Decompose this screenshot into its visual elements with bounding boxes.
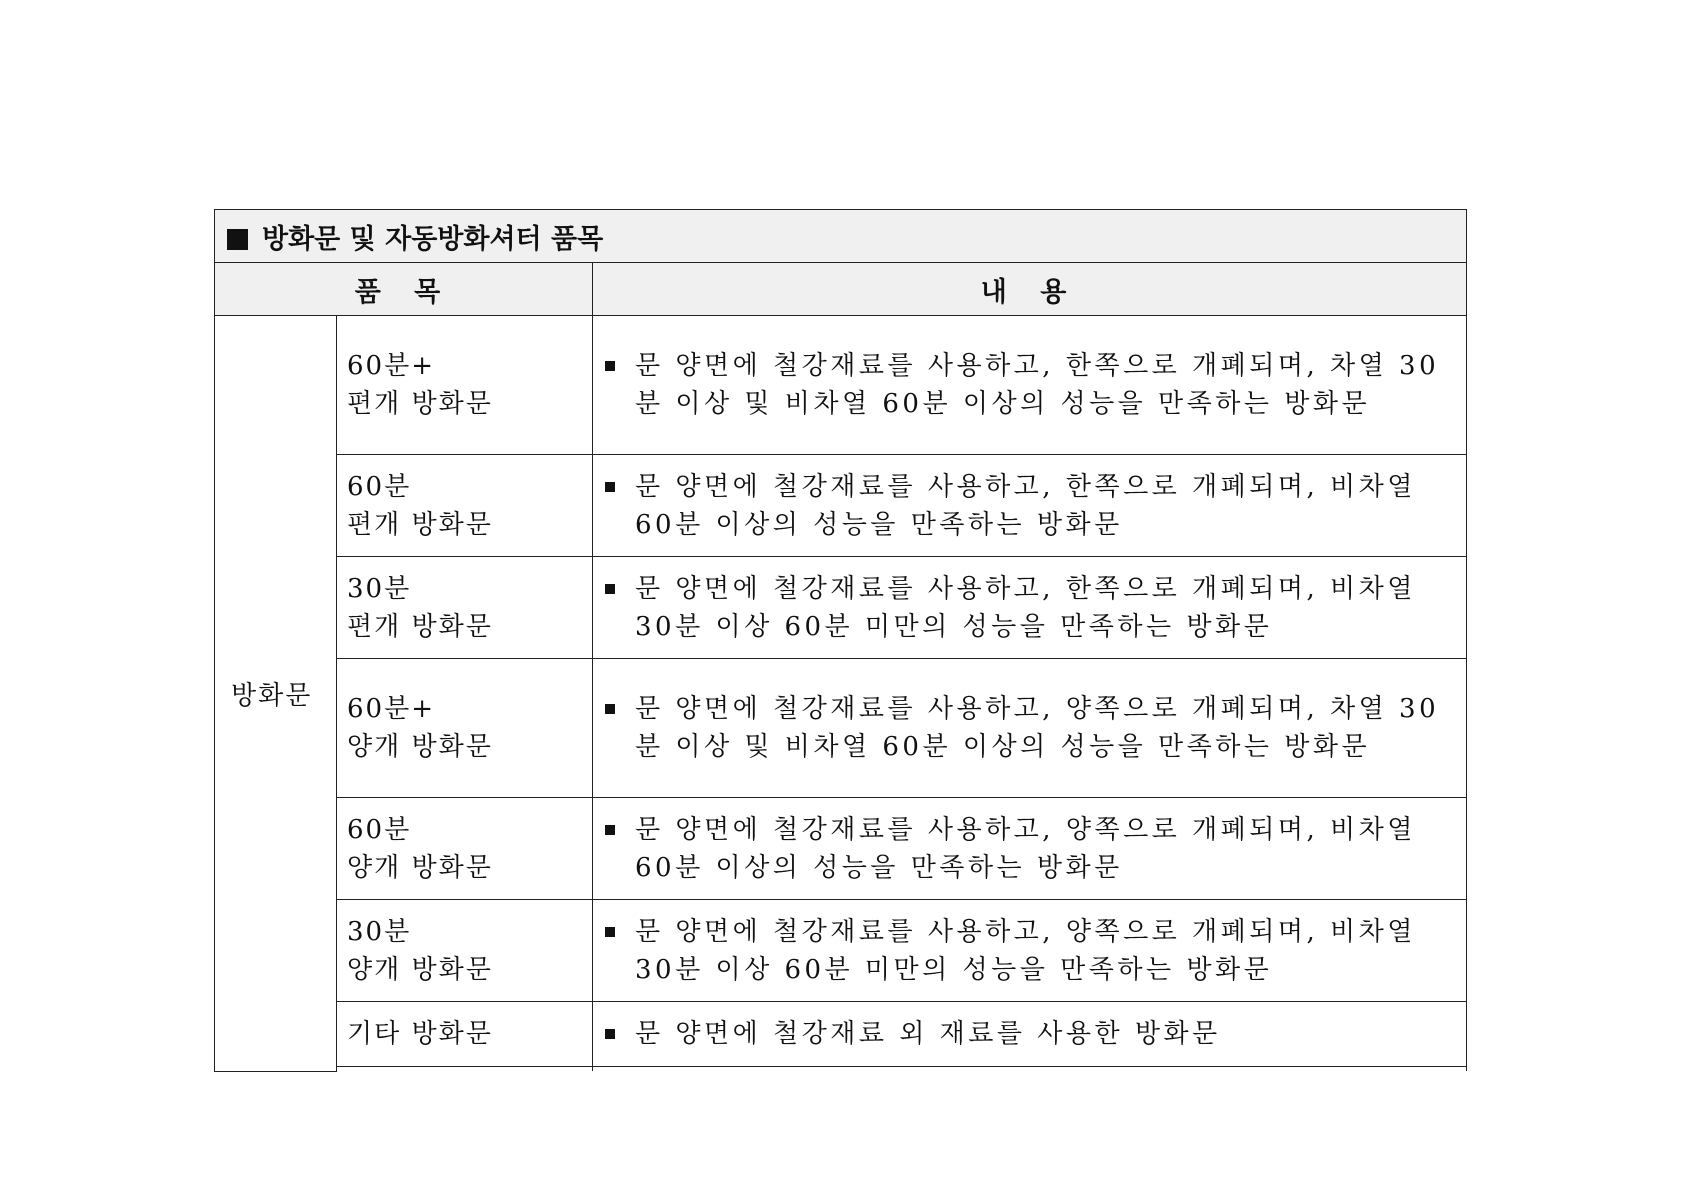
item-line: 30분 bbox=[347, 916, 412, 947]
item-line: 편개 방화문 bbox=[347, 509, 493, 540]
table-continuation-row bbox=[215, 1067, 1467, 1072]
item-line: 양개 방화문 bbox=[347, 852, 493, 883]
item-description bbox=[593, 798, 1467, 900]
item-description bbox=[593, 557, 1467, 659]
item-name bbox=[337, 316, 593, 455]
item-line: 60분 bbox=[347, 471, 412, 502]
item-line: 60분+ bbox=[347, 694, 435, 724]
item-name bbox=[337, 659, 593, 798]
table-row bbox=[215, 455, 1467, 557]
continuation-cell bbox=[337, 1067, 593, 1072]
bullet-icon bbox=[605, 1029, 615, 1039]
item-line: 편개 방화문 bbox=[347, 389, 493, 419]
description-text: 문 양면에 철강재료를 사용하고, 한쪽으로 개폐되며, 비차열 60분 이상의 성능을 만족하는 방화문 bbox=[635, 471, 1416, 540]
table-row bbox=[215, 659, 1467, 798]
header-item: 품 목 bbox=[215, 263, 593, 316]
item-name bbox=[337, 557, 593, 659]
item-description bbox=[593, 1002, 1467, 1067]
bullet-icon bbox=[605, 704, 615, 714]
item-description bbox=[593, 659, 1467, 798]
table-row bbox=[215, 316, 1467, 455]
item-name bbox=[337, 455, 593, 557]
table-row bbox=[215, 1002, 1467, 1067]
description-text: 문 양면에 철강재료를 사용하고, 양쪽으로 개폐되며, 비차열 60분 이상의 성능을 만족하는 방화문 bbox=[635, 814, 1416, 883]
group-label: 방화문 bbox=[215, 316, 337, 1072]
description-text: 문 양면에 철강재료를 사용하고, 양쪽으로 개폐되며, 차열 30분 이상 및 비차열 60분 이상의 성능을 만족하는 방화문 bbox=[635, 694, 1440, 762]
item-line: 30분 bbox=[347, 573, 412, 604]
table-row bbox=[215, 798, 1467, 900]
description-text: 문 양면에 철강재료 외 재료를 사용한 방화문 bbox=[635, 1019, 1221, 1049]
header-content: 내 용 bbox=[593, 263, 1467, 316]
table-row bbox=[215, 900, 1467, 1002]
description-text: 문 양면에 철강재료를 사용하고, 한쪽으로 개폐되며, 차열 30분 이상 및 비차열 60분 이상의 성능을 만족하는 방화문 bbox=[635, 351, 1440, 419]
item-name bbox=[337, 900, 593, 1002]
item-name bbox=[337, 1002, 593, 1067]
description-text: 문 양면에 철강재료를 사용하고, 한쪽으로 개폐되며, 비차열 30분 이상 60분 미만의 성능을 만족하는 방화문 bbox=[635, 573, 1416, 642]
item-description bbox=[593, 900, 1467, 1002]
bullet-icon bbox=[605, 361, 615, 371]
item-description bbox=[593, 316, 1467, 455]
table-title-row bbox=[215, 210, 1467, 263]
bullet-icon bbox=[605, 482, 615, 492]
black-square-icon bbox=[227, 229, 248, 250]
table-title-cell bbox=[215, 210, 1467, 263]
item-line: 기타 방화문 bbox=[347, 1019, 493, 1049]
item-line: 편개 방화문 bbox=[347, 611, 493, 642]
description-text: 문 양면에 철강재료를 사용하고, 양쪽으로 개폐되며, 비차열 30분 이상 60분 미만의 성능을 만족하는 방화문 bbox=[635, 916, 1416, 985]
table-header-row bbox=[215, 263, 1467, 316]
item-name bbox=[337, 798, 593, 900]
item-line: 60분+ bbox=[347, 351, 435, 381]
item-line: 양개 방화문 bbox=[347, 732, 493, 762]
item-line: 60분 bbox=[347, 814, 412, 845]
table-title: 방화문 및 자동방화셔터 품목 bbox=[262, 223, 604, 255]
table-row bbox=[215, 557, 1467, 659]
bullet-icon bbox=[605, 825, 615, 835]
bullet-icon bbox=[605, 584, 615, 594]
fire-door-table bbox=[214, 209, 1467, 1072]
item-description bbox=[593, 455, 1467, 557]
continuation-cell bbox=[593, 1067, 1467, 1072]
item-line: 양개 방화문 bbox=[347, 954, 493, 985]
bullet-icon bbox=[605, 927, 615, 937]
